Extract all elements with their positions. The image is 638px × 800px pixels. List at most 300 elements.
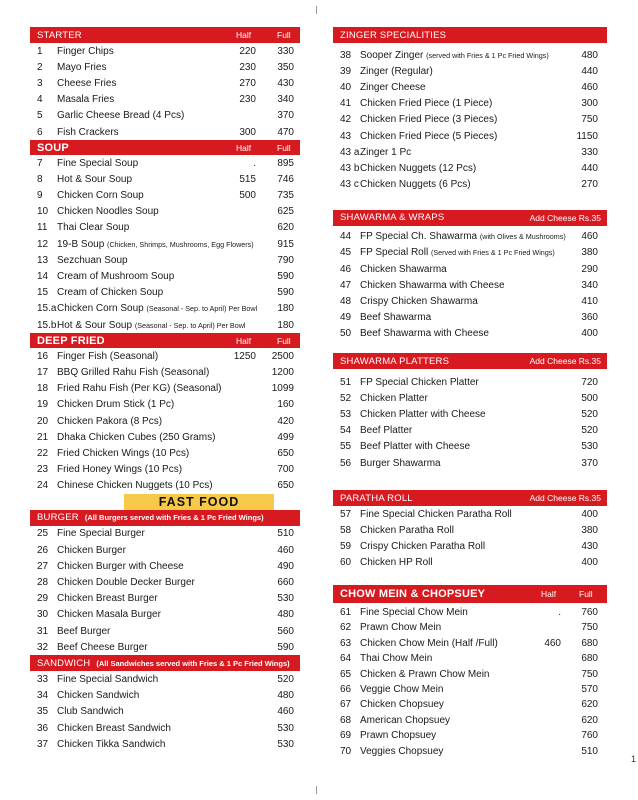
menu-item: [333, 79, 607, 95]
menu-item: [333, 743, 607, 758]
section-note: (All Sandwiches served with Fries & 1 Pc Fried Wings): [96, 658, 290, 668]
menu-item: [333, 423, 607, 439]
item-number: 57: [340, 508, 352, 520]
item-number: 37: [37, 738, 49, 750]
half-price: 460: [544, 637, 561, 649]
menu-item: [30, 59, 300, 75]
starter-list: [30, 43, 300, 140]
section-header-starter: [30, 27, 300, 43]
item-name: FP Special Roll: [360, 247, 429, 259]
full-price: 750: [581, 114, 598, 126]
full-price: 470: [277, 126, 294, 138]
item-name: Beef Platter with Cheese: [360, 441, 471, 453]
item-number: 20: [37, 415, 49, 427]
menu-item: [333, 96, 607, 112]
item-number: 25: [37, 528, 49, 540]
item-number: 62: [340, 622, 352, 634]
section-title: SANDWICH: [37, 657, 91, 669]
item-number: 13: [37, 254, 49, 266]
item-number: 7: [37, 157, 43, 169]
deep-fried-list: [30, 348, 300, 494]
full-price: 380: [581, 524, 598, 536]
full-price: 180: [277, 319, 294, 331]
menu-item: [333, 47, 607, 63]
full-price: 440: [581, 162, 598, 174]
item-name: Chicken HP Roll: [360, 557, 433, 569]
section-header-shawarma: [333, 210, 607, 226]
item-number: 36: [37, 722, 49, 734]
menu-item: [333, 522, 607, 538]
item-name: Fine Special Chicken Paratha Roll: [360, 508, 512, 520]
full-price: 499: [277, 431, 294, 443]
item-name: Mayo Fries: [57, 61, 107, 73]
item-note: (served with Fries & 1 Pc Fried Wings): [426, 50, 549, 60]
item-name: Beef Platter: [360, 425, 413, 437]
section-header-paratha: [333, 490, 607, 506]
item-name: Thai Clear Soup: [57, 222, 130, 234]
item-name: Chicken Fried Piece (5 Pieces): [360, 130, 498, 142]
item-number: 11: [37, 222, 48, 234]
menu-item: [30, 623, 300, 639]
item-number: 54: [340, 425, 352, 437]
menu-item: [333, 697, 607, 712]
item-name: Sooper Zinger: [360, 49, 424, 61]
item-number: 33: [37, 673, 49, 685]
full-price: 590: [277, 287, 294, 299]
item-name: Beef Shawarma with Cheese: [360, 328, 489, 340]
menu-item: [30, 268, 300, 284]
item-number: 58: [340, 524, 352, 536]
menu-item: [333, 636, 607, 651]
full-header: Full: [277, 30, 291, 40]
full-price: 620: [581, 714, 598, 726]
section-header-platters: [333, 353, 607, 369]
full-price: 160: [277, 399, 294, 411]
section-note: (All Burgers served with Fries & 1 Pc Fried Wings): [84, 513, 264, 523]
full-price: 1200: [271, 366, 294, 378]
item-number: 17: [37, 366, 49, 378]
item-name: Fine Special Chow Mein: [360, 607, 468, 619]
item-name: Chicken Burger: [57, 544, 126, 556]
item-number: 27: [37, 560, 49, 572]
item-name: Fried Chicken Wings (10 Pcs): [57, 447, 190, 459]
page-corner-mark: [316, 6, 317, 14]
item-number: 70: [340, 745, 352, 757]
item-number: 47: [340, 279, 352, 291]
item-name: Cheese Fries: [57, 77, 117, 89]
item-note: (Chicken, Shrimps, Mushrooms, Egg Flowers): [107, 239, 254, 249]
full-price: 520: [581, 408, 598, 420]
item-number: 61: [340, 607, 352, 619]
menu-item: [30, 43, 300, 59]
full-price: 460: [277, 706, 294, 718]
item-name: Burger Shawarma: [360, 457, 441, 469]
item-name: Crispy Chicken Paratha Roll: [360, 541, 486, 553]
item-name: Cream of Chicken Soup: [57, 287, 164, 299]
burger-list: [30, 526, 300, 656]
item-number: 12: [37, 238, 49, 250]
item-number: 39: [340, 65, 352, 77]
section-header-soup: [30, 140, 300, 155]
full-price: 370: [581, 457, 598, 469]
soup-list: [30, 155, 300, 333]
item-name: Chicken Fried Piece (3 Pieces): [360, 114, 498, 126]
section-header-zinger: [333, 27, 607, 43]
item-number: 35: [37, 706, 49, 718]
menu-item: [333, 374, 607, 390]
item-number: 5: [37, 110, 43, 122]
item-name: Garlic Cheese Bread (4 Pcs): [57, 110, 185, 122]
full-price: 300: [581, 98, 598, 110]
item-name: Cream of Mushroom Soup: [57, 271, 175, 283]
half-price: 500: [239, 190, 256, 202]
item-name: Chicken Platter with Cheese: [360, 408, 486, 420]
item-number: 59: [340, 541, 352, 553]
item-number: 6: [37, 126, 43, 138]
shawarma-list: [333, 229, 607, 342]
menu-item: [30, 462, 300, 478]
menu-item: [333, 455, 607, 471]
section-title: ZINGER SPECIALITIES: [340, 29, 447, 41]
full-price: 750: [581, 668, 598, 680]
menu-item: [333, 605, 607, 620]
full-price: 530: [581, 441, 598, 453]
full-header: Full: [277, 142, 291, 153]
full-price: 410: [581, 296, 598, 308]
full-price: 460: [581, 231, 598, 243]
item-name: Chicken Noodles Soup: [57, 206, 159, 218]
item-name: Masala Fries: [57, 94, 115, 106]
item-number: 21: [37, 431, 49, 443]
menu-item: [30, 188, 300, 204]
menu-item: [333, 310, 607, 326]
item-name: Fine Special Soup: [57, 157, 139, 169]
menu-item: [333, 326, 607, 342]
item-number: 28: [37, 577, 49, 589]
section-title: SOUP: [37, 141, 69, 154]
item-number: 8: [37, 173, 43, 185]
full-header: Full: [277, 335, 291, 346]
menu-item: [30, 75, 300, 91]
item-name: Chicken Double Decker Burger: [57, 577, 195, 589]
menu-item: [333, 112, 607, 128]
menu-item: [30, 220, 300, 236]
add-cheese-note: Add Cheese Rs.35: [529, 212, 601, 223]
item-name: Chicken Platter: [360, 392, 428, 404]
menu-item: [333, 245, 607, 261]
item-number: 22: [37, 447, 49, 459]
full-price: 750: [581, 622, 598, 634]
item-number: 50: [340, 328, 352, 340]
item-number: 43 c: [340, 179, 359, 191]
full-price: 340: [581, 279, 598, 291]
item-name: Club Sandwich: [57, 706, 124, 718]
item-number: 19: [37, 399, 49, 411]
zinger-list: [333, 47, 607, 193]
menu-item: [333, 439, 607, 455]
item-number: 1: [37, 45, 43, 57]
menu-item: [333, 293, 607, 309]
menu-item: [30, 736, 300, 752]
item-number: 3: [37, 77, 43, 89]
item-name: Chicken Chopsuey: [360, 699, 444, 711]
menu-item: [333, 728, 607, 743]
item-number: 63: [340, 637, 352, 649]
menu-item: [333, 277, 607, 293]
item-number: 45: [340, 247, 352, 259]
item-name: Finger Fish (Seasonal): [57, 350, 159, 362]
menu-item: [30, 108, 300, 124]
full-price: 760: [581, 607, 598, 619]
section-title: PARATHA ROLL: [340, 492, 413, 504]
item-number: 55: [340, 441, 352, 453]
menu-item: [333, 229, 607, 245]
item-name: Beef Cheese Burger: [57, 641, 148, 653]
item-number: 60: [340, 557, 352, 569]
item-name: Chicken Breast Sandwich: [57, 722, 171, 734]
menu-item: [30, 155, 300, 171]
full-price: 400: [581, 328, 598, 340]
full-price: 330: [581, 146, 598, 158]
full-price: 480: [277, 690, 294, 702]
full-price: 560: [277, 625, 294, 637]
full-price: 270: [581, 179, 598, 191]
item-name: Chicken Corn Soup: [57, 303, 144, 315]
full-price: 460: [581, 81, 598, 93]
menu-item: [333, 261, 607, 277]
item-name: FP Special Chicken Platter: [360, 376, 479, 388]
item-number: 40: [340, 81, 352, 93]
menu-item: [30, 92, 300, 108]
menu-item: [30, 639, 300, 655]
menu-item: [30, 429, 300, 445]
item-name: Chicken Burger with Cheese: [57, 560, 184, 572]
half-price: 270: [239, 77, 256, 89]
chow-mein-list: [333, 605, 607, 759]
item-number: 41: [340, 98, 352, 110]
item-note: (Seasonal - Sep. to April) Per Bowl: [146, 304, 258, 314]
page-corner-mark: [316, 786, 317, 794]
menu-item: [30, 124, 300, 140]
item-number: 32: [37, 641, 49, 653]
item-name: Finger Chips: [57, 45, 114, 57]
item-number: 52: [340, 392, 352, 404]
full-price: 420: [277, 415, 294, 427]
full-price: 680: [581, 637, 598, 649]
page-number: 1: [630, 754, 636, 764]
section-title: STARTER: [37, 29, 82, 41]
item-number: 2: [37, 61, 43, 73]
item-name: Chicken Paratha Roll: [360, 524, 454, 536]
menu-item: [30, 413, 300, 429]
menu-item: [30, 301, 300, 317]
full-price: 400: [581, 557, 598, 569]
item-name: Prawn Chopsuey: [360, 730, 437, 742]
menu-item: [30, 204, 300, 220]
menu-item: [333, 144, 607, 160]
item-number: 66: [340, 684, 352, 696]
menu-item: [30, 607, 300, 623]
item-number: 9: [37, 190, 43, 202]
menu-item: [30, 381, 300, 397]
menu-item: [30, 478, 300, 494]
full-header: Full: [579, 588, 593, 599]
platters-list: [333, 374, 607, 471]
full-price: 915: [277, 238, 294, 250]
section-title: BURGER: [37, 512, 79, 524]
item-number: 65: [340, 668, 352, 680]
item-name: Sezchuan Soup: [57, 254, 128, 266]
item-name: Fine Special Burger: [57, 528, 145, 540]
menu-item: [30, 542, 300, 558]
menu-item: [30, 397, 300, 413]
item-number: 38: [340, 49, 352, 61]
full-price: 650: [277, 447, 294, 459]
item-note: (Seasonal - Sep. to April) Per Bowl: [134, 320, 246, 330]
fast-food-banner: FAST FOOD: [124, 494, 274, 510]
item-name: FP Special Ch. Shawarma: [360, 231, 478, 243]
full-price: 625: [277, 206, 294, 218]
item-name: American Chopsuey: [360, 714, 451, 726]
half-price: 515: [239, 173, 256, 185]
item-number: 68: [340, 714, 352, 726]
full-price: 400: [581, 508, 598, 520]
item-name: Zinger Cheese: [360, 81, 426, 93]
item-number: 23: [37, 464, 49, 476]
section-header-deep-fried: [30, 333, 300, 348]
item-number: 18: [37, 383, 49, 395]
right-column: [333, 0, 607, 759]
full-price: 650: [277, 480, 294, 492]
menu-item: [30, 704, 300, 720]
menu-item: [30, 285, 300, 301]
full-price: 480: [277, 609, 294, 621]
menu-item: [30, 720, 300, 736]
sandwich-list: [30, 671, 300, 752]
full-price: 790: [277, 254, 294, 266]
full-price: 660: [277, 577, 294, 589]
full-price: 370: [277, 110, 294, 122]
item-number: 49: [340, 312, 352, 324]
menu-item: [333, 160, 607, 176]
item-name: Chicken Tikka Sandwich: [57, 738, 166, 750]
full-price: 360: [581, 312, 598, 324]
item-name: Veggie Chow Mein: [360, 684, 444, 696]
item-note: (Served with Fries & 1 Pc Fried Wings): [430, 248, 555, 258]
full-price: 620: [581, 699, 598, 711]
item-number: 29: [37, 593, 49, 605]
full-price: 720: [581, 376, 598, 388]
full-price: 620: [277, 222, 294, 234]
full-price: 680: [581, 653, 598, 665]
item-number: 42: [340, 114, 352, 126]
fast-food-banner-row: [30, 494, 300, 510]
item-number: 15: [37, 287, 49, 299]
item-number: 43: [340, 130, 352, 142]
item-name: Beef Burger: [57, 625, 111, 637]
add-cheese-note: Add Cheese Rs.35: [529, 356, 601, 366]
menu-item: [30, 526, 300, 542]
full-price: 746: [277, 173, 294, 185]
item-name: Chicken Corn Soup: [57, 190, 144, 202]
menu-item: [30, 364, 300, 380]
menu-item: [333, 406, 607, 422]
full-price: 530: [277, 738, 294, 750]
half-price: 230: [239, 61, 256, 73]
full-price: 700: [277, 464, 294, 476]
item-number: 24: [37, 480, 49, 492]
item-note: (with Olives & Mushrooms): [479, 232, 566, 242]
half-price: .: [253, 157, 256, 169]
item-name: Chicken Chow Mein (Half /Full): [360, 637, 498, 649]
item-number: 15.a: [37, 303, 57, 315]
item-name: Dhaka Chicken Cubes (250 Grams): [57, 431, 216, 443]
menu-item: [333, 128, 607, 144]
menu-item: [333, 539, 607, 555]
full-price: 330: [277, 45, 294, 57]
menu-item: [333, 63, 607, 79]
section-header-burger: [30, 510, 300, 526]
menu-item: [30, 236, 300, 252]
full-price: 480: [581, 49, 598, 61]
menu-item: [30, 252, 300, 268]
item-name: Fine Special Sandwich: [57, 673, 159, 685]
item-number: 14: [37, 271, 49, 283]
full-price: 1150: [576, 130, 598, 142]
section-header-chow-mein: [333, 585, 607, 603]
item-name: Chicken Masala Burger: [57, 609, 161, 621]
full-price: 500: [581, 392, 598, 404]
item-name: Chicken Nuggets (12 Pcs): [360, 162, 477, 174]
item-name: Chicken Shawarma with Cheese: [360, 279, 505, 291]
item-number: 51: [340, 376, 352, 388]
full-price: 760: [581, 730, 598, 742]
menu-item: [333, 177, 607, 193]
menu-item: [333, 555, 607, 571]
menu-item: [333, 682, 607, 697]
menu-item: [30, 591, 300, 607]
full-price: 735: [277, 190, 294, 202]
item-number: 34: [37, 690, 49, 702]
full-price: 440: [581, 65, 598, 77]
item-name: Thai Chow Mein: [360, 653, 433, 665]
menu-item: [30, 445, 300, 461]
item-name: Zinger 1 Pc: [360, 146, 412, 158]
item-name: 19-B Soup: [57, 238, 105, 250]
item-number: 30: [37, 609, 49, 621]
section-title: DEEP FRIED: [37, 334, 105, 347]
full-price: 570: [581, 684, 598, 696]
item-name: Chicken Fried Piece (1 Piece): [360, 98, 493, 110]
item-number: 67: [340, 699, 352, 711]
item-name: Chicken Drum Stick (1 Pc): [57, 399, 175, 411]
full-price: 350: [277, 61, 294, 73]
half-header: Half: [236, 30, 252, 40]
full-price: 530: [277, 722, 294, 734]
menu-item: [333, 506, 607, 522]
item-name: Fried Rahu Fish (Per KG) (Seasonal): [57, 383, 222, 395]
item-number: 15.b: [37, 319, 57, 331]
menu-item: [30, 348, 300, 364]
add-cheese-note: Add Cheese Rs.35: [529, 493, 601, 504]
item-number: 43 a: [340, 146, 360, 158]
item-name: Beef Shawarma: [360, 312, 432, 324]
full-price: 530: [277, 593, 294, 605]
item-number: 53: [340, 408, 352, 420]
half-price: .: [558, 607, 561, 619]
full-price: 290: [581, 263, 598, 275]
item-number: 16: [37, 350, 49, 362]
